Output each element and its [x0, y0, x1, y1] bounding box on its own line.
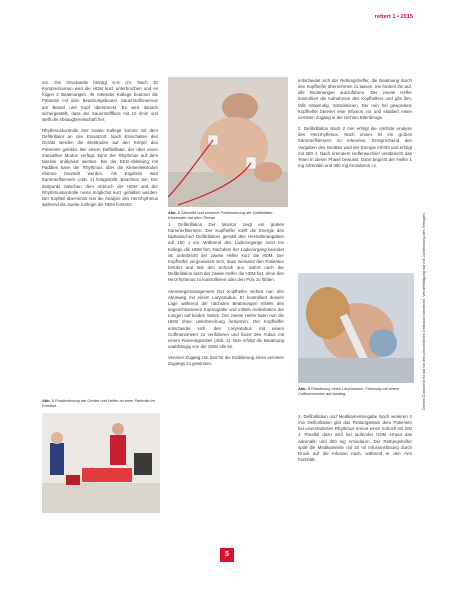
paragraph: Atemwegsmanagement Der Kopfhelfer sichert nun den Atemweg mit einem Larynxtubus. Er kontrolliert dessen Lage während der nächsten Beatmungen mittels des angeschlossenen Kapnografie und mittels Auskultation der Lungen auf beiden Seiten. Der zweite Helfer kann nun die HDM ohne Unterbrechung fortsetzen. Der Kopfhelfer entscheidet sich, den Larynxtubus mit einem Cuffmanometer zu verifizieren und fixiert den Tubus mit einem Fixierungsmittel (Abb. 3). Nun erfolgt die Beatmung unabhängig von der HDM alle 6s. [168, 288, 284, 349]
magazine-header: rettert 1 • 2015 [374, 14, 413, 20]
caption-label: Abb. 3 [298, 386, 310, 391]
text-column-3 [298, 78, 412, 174]
paragraph: Venöser Zugang Um Zeit für die Etablierung eines venösen Zugangs zu gewinnen, [168, 355, 284, 367]
paragraph: 2. Defibrillation Nach 2 min erfolgt die nächste Analyse des Herzrhythmus. Noch immer ist ein grobes Kammerflimmern zu erkennen. Entsprechend den Vorgaben des Gerätes wird der Energie erhöht und erfolgt mit 200 J. Nach erneutem Helferwechsel verabreicht das Team in dieser Phase bewusst. Dann beginnt der Helfer 1 mg Adrenalin und 300 mg Amiodaron i.v. [298, 126, 412, 169]
figure-caption [42, 398, 160, 408]
caption-label: Abb. 2 [168, 210, 180, 215]
page-number: 5 [220, 548, 234, 562]
caption-text: Platzierung eines Larynxtubus. Fixierung mit einem Cuffmanometer auf Anstieg. [298, 386, 400, 396]
paragraph: Rhythmuskontrolle Der zweite Kollege kommt mit dem Defibrillator an den Einsatzort. Nach Einschalten des Geräts werden die Elektroden auf den Körper des Patienten geklebt. Bei einem Defibrillator, der über einen manuellen Modus verfügt, kann der Rhythmus auf dem Monitor analysiert werden. Bei der EKG-Ableitung mit Paddles kann der Rhythmus über die Klebeelektroden ebenso beurteilt werden. Als Ergebnis wird Kammerflimmern (Abb. 2) festgestellt. Beachten Sie: Der Zeitpunkt zwischen dem Abbruch der HDM und der Rhythmuskontrolle muss möglichst kurz gehalten werden. Der Kopfteil übernimmt nun die Analyse des Herzrhythmus während die zweite Kollegin die HDM fortsetzt. [42, 128, 158, 207]
figure-team-positioning [42, 413, 160, 513]
caption-text: Sitzende und schwere Positionierung der Defibrillator-Elektroden auf dem Thorax. [168, 210, 274, 220]
paragraph: 1. Defibrillation Der Monitor zeigt ein grobes Kammerflimmern. Der Kopfhelfer stellt die Energie des biphasischen Defibrillators gemäß den Herstellerangaben auf 150 J ein. Während des Ladevorgangs setzt ein Kollege die HDM fort. Nachdem der Ladevorgang beendet ist, unterbricht der zweite Helfer kurz die HDM. Der Kopfhelfer vergewissert sich, dass niemand den Patienten berührt und löst den Schock aus. Sofort nach der Defibrillation setzt der zweite Helfer die HDM fort, ohne den Herzrhythmus zu kontrollieren oder den Puls zu fühlen. [168, 222, 284, 283]
paragraph: 3. Defibrillation und Medikamentengabe Nach weiteren 2 min Defibrillation gibt das Rettungsteam dem Patienten bei unveränderten Rhythmus erneut einen Schock mit 200 J. Parallel dazu wird bei laufender HDM erneut das Adrenalin und 300 mg Amiodaron. Der Rettungshelfer spült die Medikamente mit 20 ml Infusionslösung durch Druck auf die Infusion nach, während er den Arm hochhält. [298, 414, 412, 463]
figure-caption [298, 386, 414, 396]
paragraph: vor. Die Druckstelle beträgt 5–6 cm. Nach 30 Kompressionen wird die HDM kurz unterbrochen und es folgen 2 Beatmungen. Ihr rettender Kollege beatmet die Patientin mit dem Beatmungsbeutel, Sauerstoffreservoir am Beutel und Kopf überstreckt. Es wird danach sichergestellt, dass der Sauerstofffluss mit 10 l/min und stellt die Absaugbereitschaft her. [42, 80, 158, 122]
caption-text: Positionierung der Geräte und Helfer an einer Patientin im Ernstfall. [42, 398, 155, 408]
text-column-3-bottom [298, 414, 412, 468]
figure-caption [168, 210, 288, 220]
paragraph: entscheidet sich der Rettungshelfer, die Beatmung durch den Kopfhelfer übernehmen zu lassen. Sie fordern ihn auf, alle Beatmungen auszuführen. Der zweite Helfer kontrolliert die Aufnahmen des Kopfhelfers und gibt ihm, falls notwendig, Instruktionen. Der nun frei gewordene Kopfhelfer bereitet eine Infusion vor und etabliert einen venösen Zugang in der rechten Ellenbeuge. [298, 78, 412, 120]
figure-larynxtubus-placement [298, 273, 414, 383]
figure-defibrillator-electrodes [168, 77, 288, 207]
text-column-1 [42, 80, 158, 213]
copyright-side-note: Dieses Dokument ist nur für den persönlichen Gebrauch bestimmt. Vervielfältigung nur mit Zustimmung des Verlages. [422, 212, 426, 410]
text-column-2 [168, 222, 284, 372]
caption-label: Abb. 1 [42, 398, 54, 403]
